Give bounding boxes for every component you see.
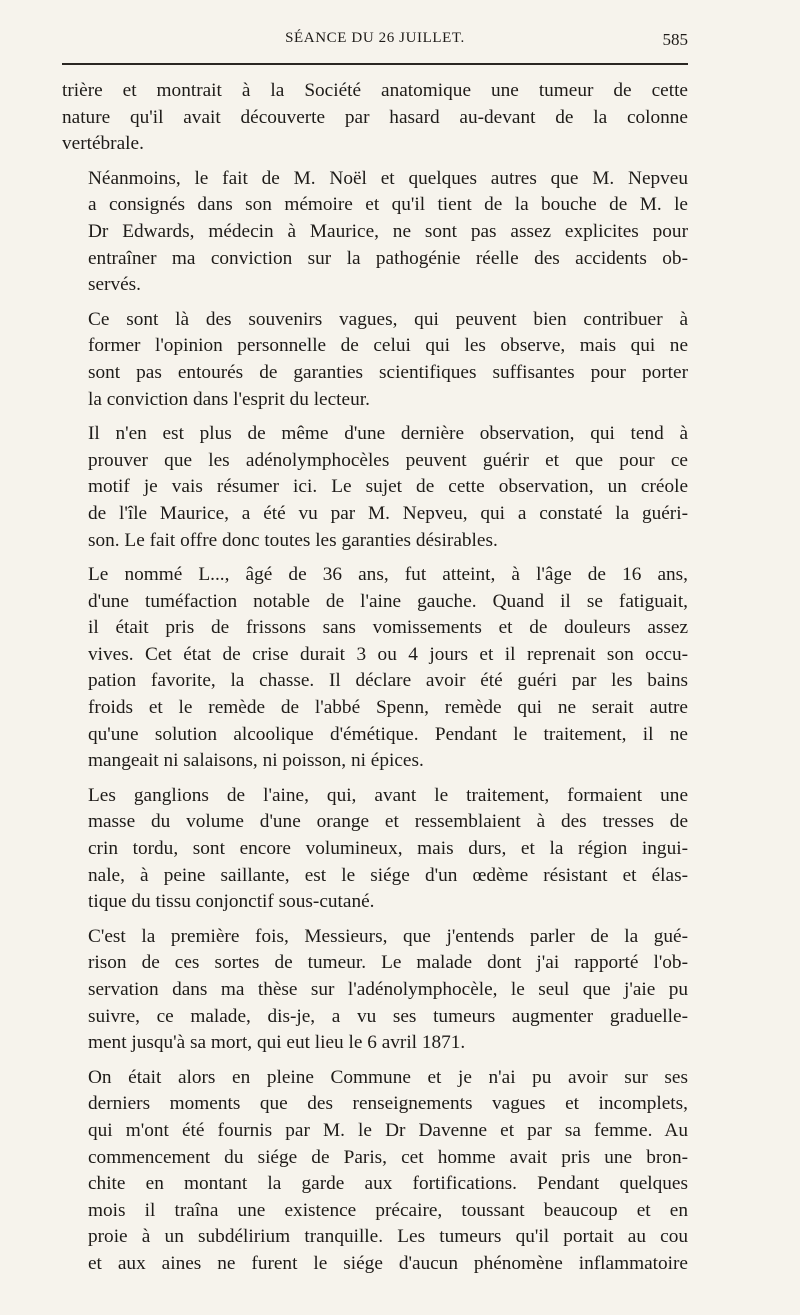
text-line: rison de ces sortes de tumeur. Le malade dont j'ai rapporté l'ob- — [88, 952, 688, 974]
text-line: trière et montrait à la Société anatomique une tumeur de cette — [62, 80, 688, 101]
text-line: de l'île Maurice, a été vu par M. Nepveu, qui a constaté la guéri- — [88, 502, 688, 524]
text-line: prouver que les adénolymphocèles peuvent guérir et que pour ce — [88, 449, 688, 471]
text-line: former l'opinion personnelle de celui qui les observe, mais qui ne — [88, 335, 688, 357]
text-line: son. Le fait offre donc toutes les garanties désirables. — [88, 529, 498, 551]
text-line: sont pas entourés de garanties scientifiques suffisantes pour porter — [88, 361, 688, 383]
paragraph-5 — [62, 562, 688, 775]
text-line: la conviction dans l'esprit du lecteur. — [88, 388, 370, 410]
text-line: il était pris de frissons sans vomissements et de douleurs assez — [88, 617, 688, 639]
text-line: a consignés dans son mémoire et qu'il tient de la bouche de M. le — [88, 194, 688, 216]
text-line: Le nommé L..., âgé de 36 ans, fut atteint, à l'âge de 16 ans, — [88, 564, 688, 586]
text-line: mangeait ni salaisons, ni poisson, ni épices. — [88, 750, 424, 772]
text-line: servés. — [88, 274, 142, 296]
text-line: ment jusqu'à sa mort, qui eut lieu le 6 avril 1871. — [88, 1032, 466, 1054]
paragraph-7 — [62, 924, 688, 1057]
text-line: pation favorite, la chasse. Il déclare avoir été guéri par les bains — [88, 670, 688, 692]
body-text — [62, 78, 688, 1286]
text-line: crin tordu, sont encore volumineux, mais durs, et la région ingui- — [88, 838, 688, 860]
text-line: Néanmoins, le fait de M. Noël et quelques autres que M. Nepveu — [88, 167, 688, 189]
text-line: tique du tissu conjonctif sous-cutané. — [88, 891, 375, 913]
paragraph-6 — [62, 783, 688, 916]
text-line: On était alors en pleine Commune et je n'ai pu avoir sur ses — [88, 1066, 688, 1088]
text-line: masse du volume d'une orange et ressemblaient à des tresses de — [88, 811, 688, 833]
text-line: proie à un subdélirium tranquille. Les tumeurs qu'il portait au cou — [88, 1226, 688, 1248]
paragraph-1 — [62, 78, 688, 158]
text-line: qu'une solution alcoolique d'émétique. Pendant le traitement, il ne — [88, 723, 688, 745]
text-line: vertébrale. — [62, 133, 144, 155]
text-line: suivre, ce malade, dis-je, a vu ses tumeurs augmenter graduelle- — [88, 1005, 688, 1027]
text-line: et aux aines ne furent le siége d'aucun phénomène inflammatoire — [88, 1252, 688, 1274]
text-line: Dr Edwards, médecin à Maurice, ne sont pas assez explicites pour — [88, 220, 688, 242]
paragraph-3 — [62, 307, 688, 413]
text-line: nale, à peine saillante, est le siége d'un œdème résistant et élas- — [88, 864, 688, 886]
text-line: mois il traîna une existence précaire, toussant beaucoup et en — [88, 1199, 688, 1221]
text-line: entraîner ma conviction sur la pathogénie réelle des accidents ob- — [88, 247, 688, 269]
text-line: vives. Cet état de crise durait 3 ou 4 jours et il reprenait son occu- — [88, 643, 688, 665]
running-head — [62, 30, 688, 54]
paragraph-8 — [62, 1065, 688, 1278]
text-line: commencement du siége de Paris, cet homme avait pris une bron- — [88, 1146, 688, 1168]
running-title: SÉANCE DU 26 JUILLET. — [285, 30, 465, 46]
paragraph-4 — [62, 421, 688, 554]
page-number: 585 — [662, 30, 688, 49]
text-line: Les ganglions de l'aine, qui, avant le traitement, formaient une — [88, 784, 688, 806]
text-line: nature qu'il avait découverte par hasard au-devant de la colonne — [62, 106, 688, 128]
text-line: froids et le remède de l'abbé Spenn, remède qui ne serait autre — [88, 697, 688, 719]
text-line: qui m'ont été fournis par M. le Dr Davenne et par sa femme. Au — [88, 1119, 688, 1141]
text-line: motif je vais résumer ici. Le sujet de cette observation, un créole — [88, 476, 688, 498]
text-line: chite en montant la garde aux fortifications. Pendant quelques — [88, 1173, 688, 1195]
header-rule — [62, 63, 688, 65]
text-line: d'une tuméfaction notable de l'aine gauche. Quand il se fatiguait, — [88, 590, 688, 612]
text-line: Ce sont là des souvenirs vagues, qui peuvent bien contribuer à — [88, 308, 688, 330]
text-line: servation dans ma thèse sur l'adénolymphocèle, le seul que j'aie pu — [88, 979, 688, 1000]
text-line: Il n'en est plus de même d'une dernière observation, qui tend à — [88, 423, 688, 445]
text-line: derniers moments que des renseignements vagues et incomplets, — [88, 1093, 688, 1115]
paragraph-2 — [62, 166, 688, 299]
text-line: C'est la première fois, Messieurs, que j'entends parler de la gué- — [88, 925, 688, 947]
